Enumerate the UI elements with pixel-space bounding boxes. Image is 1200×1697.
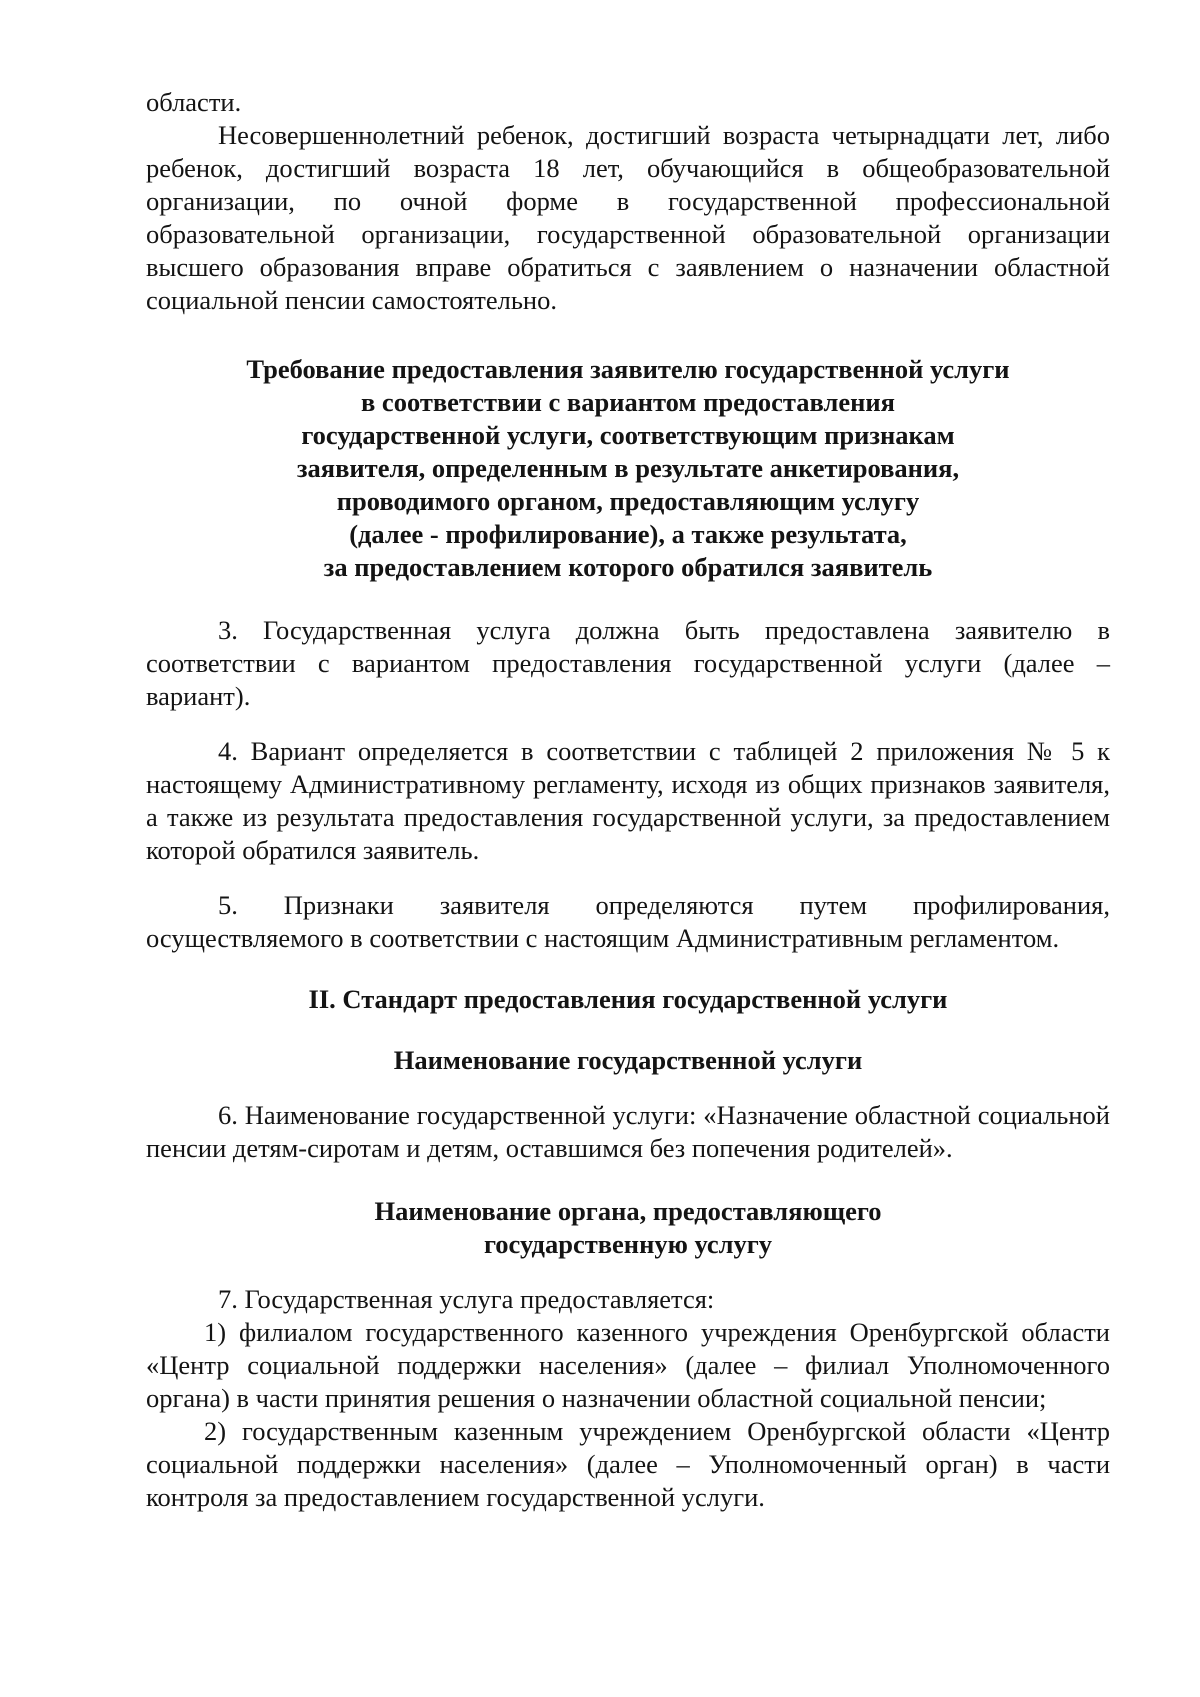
heading-line: (далее - профилирование), а также результата,: [349, 519, 907, 549]
heading-authority: [146, 1195, 1110, 1261]
heading-line: заявителя, определенным в результате анкетирования,: [296, 453, 960, 483]
paragraph-7: 7. Государственная услуга предоставляется:: [218, 1284, 715, 1314]
heading-line: проводимого органом, предоставляющим услугу: [336, 486, 920, 516]
paragraph-continuation: области.: [146, 87, 242, 117]
paragraph-7-item-1: 1) филиалом государственного казенного учреждения Оренбургской области «Центр социальной поддержки населения» (далее – филиал Уполномоченного органа) в части принятия решения о назначении областной социальной пенсии;: [146, 1317, 1110, 1413]
paragraph-4: 4. Вариант определяется в соответствии с таблицей 2 приложения № 5 к настоящему Административному регламенту, исходя из общих признаков заявителя, а также из результата предоставления государственной услуги, за предоставлением которой обратился заявитель.: [146, 736, 1110, 865]
paragraph-7-item-2: 2) государственным казенным учреждением Оренбургской области «Центр социальной поддержки населения» (далее – Уполномоченный орган) в части контроля за предоставлением государственной услуги.: [146, 1416, 1110, 1512]
heading-line: государственную услугу: [483, 1229, 773, 1259]
heading-line: Наименование органа, предоставляющего: [374, 1196, 882, 1226]
heading-section-ii: II. Стандарт предоставления государственной услуги: [308, 984, 948, 1014]
paragraph-5: 5. Признаки заявителя определяются путем профилирования, осуществляемого в соответствии с настоящим Административным регламентом.: [146, 890, 1110, 953]
heading-line: государственной услуги, соответствующим признакам: [301, 420, 955, 450]
paragraph-6: 6. Наименование государственной услуги: «Назначение областной социальной пенсии детям-сиротам и детям, оставшимся без попечения родителей».: [146, 1100, 1110, 1163]
heading-service-name: Наименование государственной услуги: [393, 1045, 863, 1075]
heading-line: Требование предоставления заявителю государственной услуги: [246, 354, 1010, 384]
heading-line: за предоставлением которого обратился заявитель: [323, 552, 933, 582]
heading-requirement: [146, 353, 1110, 584]
paragraph-minor-applicant: Несовершеннолетний ребенок, достигший возраста четырнадцати лет, либо ребенок, достигший возраста 18 лет, обучающийся в общеобразовательной организации, по очной форме в государственной профессиональной образовательной организации, государственной образовательной организации высшего образования вправе обратиться с заявлением о назначении областной социальной пенсии самостоятельно.: [146, 120, 1110, 315]
heading-line: в соответствии с вариантом предоставления: [361, 387, 895, 417]
paragraph-3: 3. Государственная услуга должна быть предоставлена заявителю в соответствии с вариантом предоставления государственной услуги (далее – вариант).: [146, 615, 1110, 711]
